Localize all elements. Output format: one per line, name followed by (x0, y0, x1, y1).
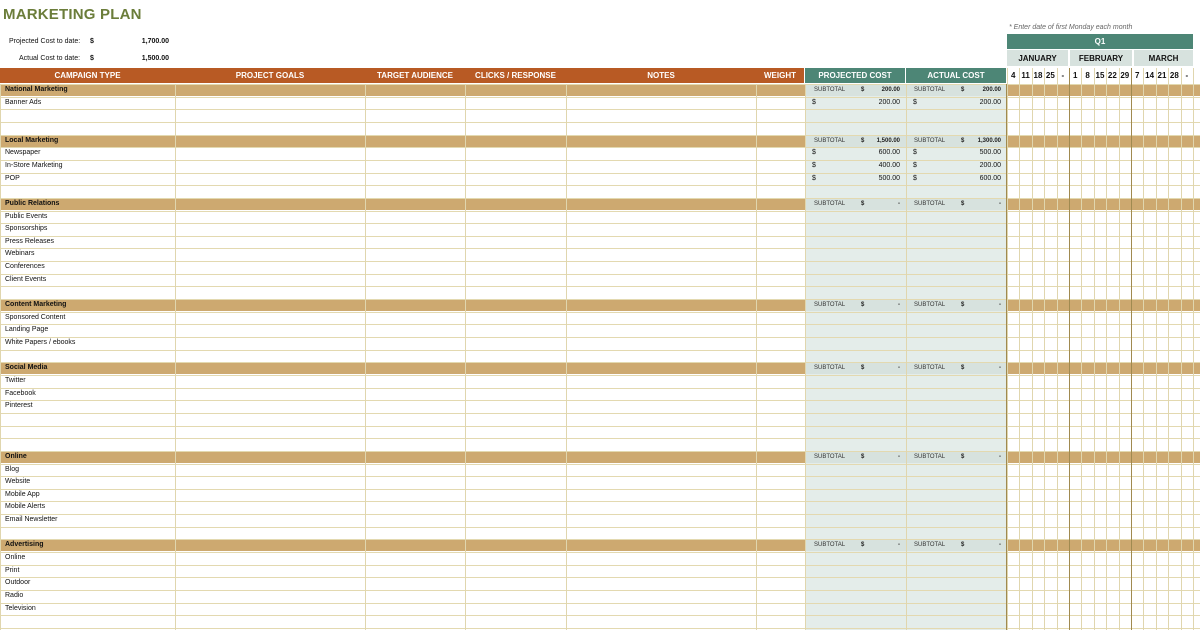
projected-cost-to-date-label: Projected Cost to date: (9, 38, 81, 45)
projected-subtotal-currency: $ (861, 200, 865, 207)
timeline-day-header: 18 (1033, 71, 1043, 80)
projected-cost-value[interactable]: 200.00 (878, 98, 900, 106)
page-title: MARKETING PLAN (3, 6, 142, 23)
timeline-divider (1181, 68, 1182, 630)
actual-subtotal-currency: $ (961, 87, 965, 93)
timeline-divider (1156, 68, 1157, 630)
timeline-divider (1044, 68, 1045, 630)
projected-subtotal-currency: $ (861, 302, 865, 309)
timeline-day-header: - (1185, 71, 1189, 80)
actual-subtotal-currency: $ (961, 542, 965, 549)
timeline-day-header: 4 (1010, 71, 1016, 80)
actual-subtotal-value: - (999, 365, 1001, 372)
actual-subtotal-value: - (999, 542, 1001, 549)
campaign-item[interactable]: Pinterest (5, 402, 33, 410)
campaign-item[interactable]: Public Events (5, 212, 48, 220)
actual-cost-currency: $ (913, 174, 917, 182)
projected-cost-currency: $ (812, 149, 816, 157)
campaign-item[interactable]: POP (5, 174, 20, 182)
column-header-target-audience: TARGET AUDIENCE (365, 68, 465, 83)
timeline-divider (1131, 68, 1132, 630)
section-timeline-band (1007, 135, 1200, 147)
projected-subtotal-value: 1,500.00 (876, 137, 900, 144)
timeline-note: * Enter date of first Monday each month (1009, 24, 1133, 31)
column-divider (0, 84, 1, 630)
section-band (0, 539, 805, 551)
timeline-divider (1007, 68, 1008, 630)
actual-subtotal-currency: $ (961, 302, 965, 309)
actual-subtotal-value: - (999, 453, 1001, 460)
timeline-divider (1168, 68, 1169, 630)
projected-subtotal-value: - (898, 453, 900, 460)
actual-subtotal-label: SUBTOTAL (914, 365, 946, 372)
timeline-day-header: 7 (1134, 71, 1140, 80)
actual-subtotal-value: 1,300.00 (977, 137, 1001, 144)
campaign-item[interactable]: Conferences (5, 263, 45, 271)
actual-subtotal-label: SUBTOTAL (914, 137, 946, 144)
campaign-item[interactable]: Sponsored Content (5, 313, 66, 321)
projected-cost-value[interactable]: 400.00 (878, 161, 900, 169)
campaign-item[interactable]: Banner Ads (5, 98, 42, 106)
month-header-february: FEBRUARY (1070, 50, 1132, 66)
section-band (0, 198, 805, 210)
projected-subtotal-value: - (898, 302, 900, 309)
quarter-header: Q1 (1007, 34, 1193, 49)
timeline-day-header: 25 (1045, 71, 1055, 80)
projected-subtotal-label: SUBTOTAL (814, 137, 846, 144)
actual-cost-currency: $ (913, 149, 917, 157)
campaign-item[interactable]: Online (5, 554, 26, 562)
projected-cost-to-date-value[interactable]: 1,700.00 (141, 38, 169, 45)
actual-subtotal-label: SUBTOTAL (914, 542, 946, 549)
column-header-actual-cost: ACTUAL COST (906, 68, 1006, 83)
section-timeline-band (1007, 362, 1200, 374)
projected-cost-value[interactable]: 500.00 (878, 174, 900, 182)
section-label: National Marketing (5, 86, 68, 93)
timeline-day-header: 15 (1095, 71, 1105, 80)
section-timeline-band (1007, 84, 1200, 96)
actual-cost-to-date-label: Actual Cost to date: (19, 55, 81, 62)
projected-subtotal-value: 200.00 (881, 87, 900, 93)
projected-subtotal-value: - (898, 542, 900, 549)
actual-subtotal-label: SUBTOTAL (914, 200, 946, 207)
campaign-item[interactable]: In-Store Marketing (5, 161, 63, 169)
actual-cost-currency: $ (913, 161, 917, 169)
projected-subtotal-currency: $ (861, 137, 865, 144)
campaign-item[interactable]: Email Newsletter (5, 516, 58, 524)
section-timeline-band (1007, 299, 1200, 311)
timeline-divider (1119, 68, 1120, 630)
projected-subtotal-value: - (898, 200, 900, 207)
projected-subtotal-label: SUBTOTAL (814, 542, 846, 549)
timeline-day-header: 8 (1085, 71, 1090, 80)
campaign-item[interactable]: Mobile App (5, 490, 40, 498)
actual-cost-value[interactable]: 600.00 (979, 174, 1001, 182)
timeline-day-header: 1 (1072, 71, 1078, 80)
column-divider (365, 84, 366, 630)
actual-subtotal-currency: $ (961, 453, 965, 460)
projected-subtotal-label: SUBTOTAL (814, 87, 846, 93)
projected-subtotal-currency: $ (861, 365, 865, 372)
actual-subtotal-label: SUBTOTAL (914, 302, 946, 309)
actual-subtotal-currency: $ (961, 365, 965, 372)
timeline-day-header: 11 (1021, 71, 1030, 80)
timeline-day-header: 22 (1107, 71, 1117, 80)
section-timeline-band (1007, 451, 1200, 463)
campaign-item[interactable]: Newspaper (5, 149, 41, 157)
campaign-item[interactable]: White Papers / ebooks (5, 339, 76, 346)
month-header-march: MARCH (1134, 50, 1193, 66)
timeline-divider (1019, 68, 1020, 630)
timeline-day-header: - (1061, 71, 1065, 80)
column-header-project-goals: PROJECT GOALS (175, 68, 365, 83)
column-divider (175, 84, 176, 630)
projected-cost-to-date-currency: $ (90, 38, 94, 45)
projected-subtotal-label: SUBTOTAL (814, 453, 846, 460)
column-header-projected-cost: PROJECTED COST (805, 68, 905, 83)
campaign-item[interactable]: Facebook (5, 389, 36, 397)
timeline-divider (1193, 68, 1194, 630)
projected-subtotal-label: SUBTOTAL (814, 365, 846, 372)
section-band (0, 84, 805, 96)
column-header-weight: WEIGHT (756, 68, 804, 83)
campaign-item[interactable]: Radio (5, 592, 24, 599)
projected-cost-currency: $ (812, 174, 816, 182)
campaign-item[interactable]: Sponsorships (5, 225, 48, 233)
actual-cost-to-date-value[interactable]: 1,500.00 (141, 55, 169, 62)
projected-cost-value[interactable]: 600.00 (878, 149, 900, 157)
projected-cost-currency: $ (812, 98, 816, 106)
projected-subtotal-label: SUBTOTAL (814, 302, 846, 309)
projected-subtotal-currency: $ (861, 453, 865, 460)
section-band (0, 451, 805, 463)
actual-subtotal-label: SUBTOTAL (914, 87, 946, 93)
month-header-january: JANUARY (1007, 50, 1068, 66)
section-band (0, 299, 805, 311)
timeline-divider (1032, 68, 1033, 630)
section-timeline-band (1007, 198, 1200, 210)
column-divider (756, 84, 757, 630)
section-timeline-band (1007, 539, 1200, 551)
actual-cost-to-date-currency: $ (90, 55, 94, 62)
campaign-item[interactable]: Mobile Alerts (5, 503, 46, 511)
section-band (0, 135, 805, 147)
campaign-item[interactable]: Webinars (5, 250, 35, 258)
projected-cost-currency: $ (812, 161, 816, 169)
column-divider (906, 84, 907, 630)
column-divider (566, 84, 567, 630)
section-label: Online (5, 452, 27, 460)
section-label: Public Relations (5, 199, 60, 207)
section-label: Advertising (5, 541, 44, 549)
section-label: Local Marketing (5, 136, 59, 144)
actual-subtotal-currency: $ (961, 137, 965, 144)
projected-subtotal-value: - (898, 365, 900, 372)
timeline-divider (1094, 68, 1095, 630)
campaign-item[interactable]: Client Events (5, 275, 47, 283)
actual-subtotal-value: 200.00 (982, 87, 1001, 93)
campaign-item[interactable]: Television (5, 604, 36, 612)
actual-subtotal-label: SUBTOTAL (914, 453, 946, 460)
actual-cost-value[interactable]: 200.00 (979, 161, 1001, 169)
column-header-campaign-type: CAMPAIGN TYPE (0, 68, 175, 83)
projected-subtotal-currency: $ (861, 87, 865, 93)
timeline-day-header: 28 (1169, 71, 1179, 80)
timeline-divider (1081, 68, 1082, 630)
section-label: Content Marketing (5, 301, 67, 309)
timeline-day-header: 29 (1120, 71, 1130, 80)
section-band (0, 362, 805, 374)
timeline-divider (1143, 68, 1144, 630)
column-divider (465, 84, 466, 630)
projected-subtotal-label: SUBTOTAL (814, 200, 846, 207)
campaign-item[interactable]: Print (5, 566, 20, 574)
campaign-item[interactable]: Landing Page (5, 326, 49, 334)
campaign-item[interactable]: Outdoor (5, 579, 31, 587)
column-divider (805, 84, 806, 630)
campaign-item[interactable]: Press Releases (5, 237, 55, 245)
campaign-item[interactable]: Twitter (5, 376, 26, 384)
timeline-divider (1057, 68, 1058, 630)
column-header-notes: NOTES (566, 68, 756, 83)
actual-subtotal-value: - (999, 302, 1001, 309)
timeline-day-header: 14 (1145, 71, 1155, 80)
column-header-clicks-response: CLICKS / RESPONSE (465, 68, 566, 83)
campaign-item[interactable]: Blog (5, 465, 20, 473)
timeline-day-header: 21 (1157, 71, 1167, 80)
timeline-divider (1069, 68, 1070, 630)
actual-cost-value[interactable]: 500.00 (979, 149, 1001, 157)
actual-cost-currency: $ (913, 98, 917, 106)
actual-cost-value[interactable]: 200.00 (979, 98, 1001, 106)
projected-subtotal-currency: $ (861, 542, 865, 549)
section-label: Social Media (5, 364, 48, 372)
actual-subtotal-value: - (999, 200, 1001, 207)
actual-subtotal-currency: $ (961, 200, 965, 207)
campaign-item[interactable]: Website (5, 478, 31, 486)
timeline-divider (1106, 68, 1107, 630)
